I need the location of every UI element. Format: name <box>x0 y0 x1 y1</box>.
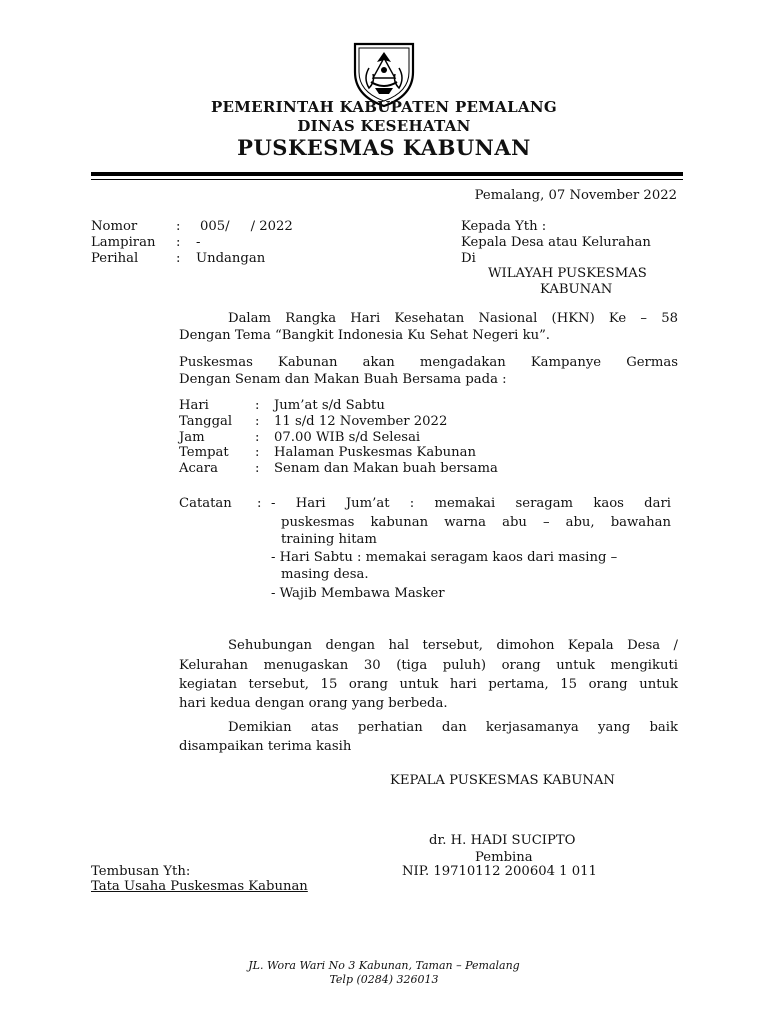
footer-phone: Telp (0284) 326013 <box>329 973 439 986</box>
body-p3-line4: hari kedua dengan orang yang berbeda. <box>179 696 448 711</box>
body-p3-line2: Kelurahan menugaskan 30 (tiga puluh) orang untuk mengikuti <box>179 658 678 673</box>
detail-sep-hari: : <box>255 398 260 413</box>
detail-label-hari: Hari <box>179 398 209 413</box>
cc-item: Tata Usaha Puskesmas Kabunan <box>91 879 308 894</box>
notes-label: Catatan <box>179 496 232 511</box>
cc-label: Tembusan Yth: <box>91 864 191 879</box>
note-1-line3: training hitam <box>281 532 377 547</box>
note-2-line1: - Hari Sabtu : memakai seragam kaos dari masing – <box>271 550 618 565</box>
detail-value-tanggal: 11 s/d 12 November 2022 <box>274 414 448 429</box>
body-p4-line1: Demikian atas perhatian dan kerjasamanya yang baik <box>228 720 678 735</box>
recipient-line3: Di <box>461 251 476 266</box>
detail-sep-jam: : <box>255 430 260 445</box>
agency-name-line1: PEMERINTAH KABUPATEN PEMALANG <box>210 98 558 116</box>
intro-p2-line2: Dengan Senam dan Makan Buah Bersama pada : <box>179 372 507 387</box>
recipient-line1: Kepada Yth : <box>461 219 547 234</box>
recipient-line5: KABUNAN <box>540 282 613 297</box>
intro-p1-line1: Dalam Rangka Hari Kesehatan Nasional (HKN) Ke – 58 <box>228 311 678 326</box>
note-3-line1: - Wajib Membawa Masker <box>271 586 445 601</box>
lampiran-value: - <box>196 235 201 250</box>
detail-sep-tempat: : <box>255 445 260 460</box>
detail-value-tempat: Halaman Puskesmas Kabunan <box>274 445 477 460</box>
signature-nip: NIP. 19710112 200604 1 011 <box>402 864 597 879</box>
nomor-value: 005/ / 2022 <box>200 219 293 234</box>
note-1-line2: puskesmas kabunan warna abu – abu, bawahan <box>281 515 671 530</box>
body-p3-line1: Sehubungan dengan hal tersebut, dimohon Kepala Desa / <box>228 638 678 653</box>
detail-label-jam: Jam <box>179 430 205 445</box>
detail-label-tempat: Tempat <box>179 445 229 460</box>
letterhead-rule-thin <box>91 179 683 180</box>
detail-label-tanggal: Tanggal <box>179 414 233 429</box>
perihal-sep: : <box>176 251 181 266</box>
detail-value-hari: Jum’at s/d Sabtu <box>274 398 385 413</box>
detail-value-acara: Senam dan Makan buah bersama <box>274 461 498 476</box>
note-1-line1: - Hari Jum’at : memakai seragam kaos dari <box>271 496 671 511</box>
body-p3-line3: kegiatan tersebut, 15 orang untuk hari pertama, 15 orang untuk <box>179 677 678 692</box>
detail-sep-acara: : <box>255 461 260 476</box>
footer-address: JL. Wora Wari No 3 Kabunan, Taman – Pemalang <box>248 959 520 972</box>
perihal-label: Perihal <box>91 251 139 266</box>
nomor-label: Nomor <box>91 219 138 234</box>
detail-sep-tanggal: : <box>255 414 260 429</box>
letter-date: Pemalang, 07 November 2022 <box>474 188 677 203</box>
detail-value-jam: 07.00 WIB s/d Selesai <box>274 430 421 445</box>
note-2-line2: masing desa. <box>281 567 369 582</box>
signature-rank: Pembina <box>475 850 533 865</box>
intro-p2-line1: Puskesmas Kabunan akan mengadakan Kampanye Germas <box>179 355 678 370</box>
recipient-line2: Kepala Desa atau Kelurahan <box>461 235 651 250</box>
letterhead-rule-thick <box>91 172 683 176</box>
nomor-sep: : <box>176 219 181 234</box>
lampiran-label: Lampiran <box>91 235 156 250</box>
lampiran-sep: : <box>176 235 181 250</box>
recipient-line4: WILAYAH PUSKESMAS <box>488 266 647 281</box>
intro-p1-line2: Dengan Tema “Bangkit Indonesia Ku Sehat Negeri ku”. <box>179 328 551 343</box>
signature-name: dr. H. HADI SUCIPTO <box>429 833 576 848</box>
agency-name-line3: PUSKESMAS KABUNAN <box>237 135 531 160</box>
signature-title: KEPALA PUSKESMAS KABUNAN <box>390 773 615 788</box>
body-p4-line2: disampaikan terima kasih <box>179 739 352 754</box>
notes-sep: : <box>257 496 262 511</box>
detail-label-acara: Acara <box>179 461 218 476</box>
agency-name-line2: DINAS KESEHATAN <box>297 117 471 135</box>
perihal-value: Undangan <box>196 251 266 266</box>
